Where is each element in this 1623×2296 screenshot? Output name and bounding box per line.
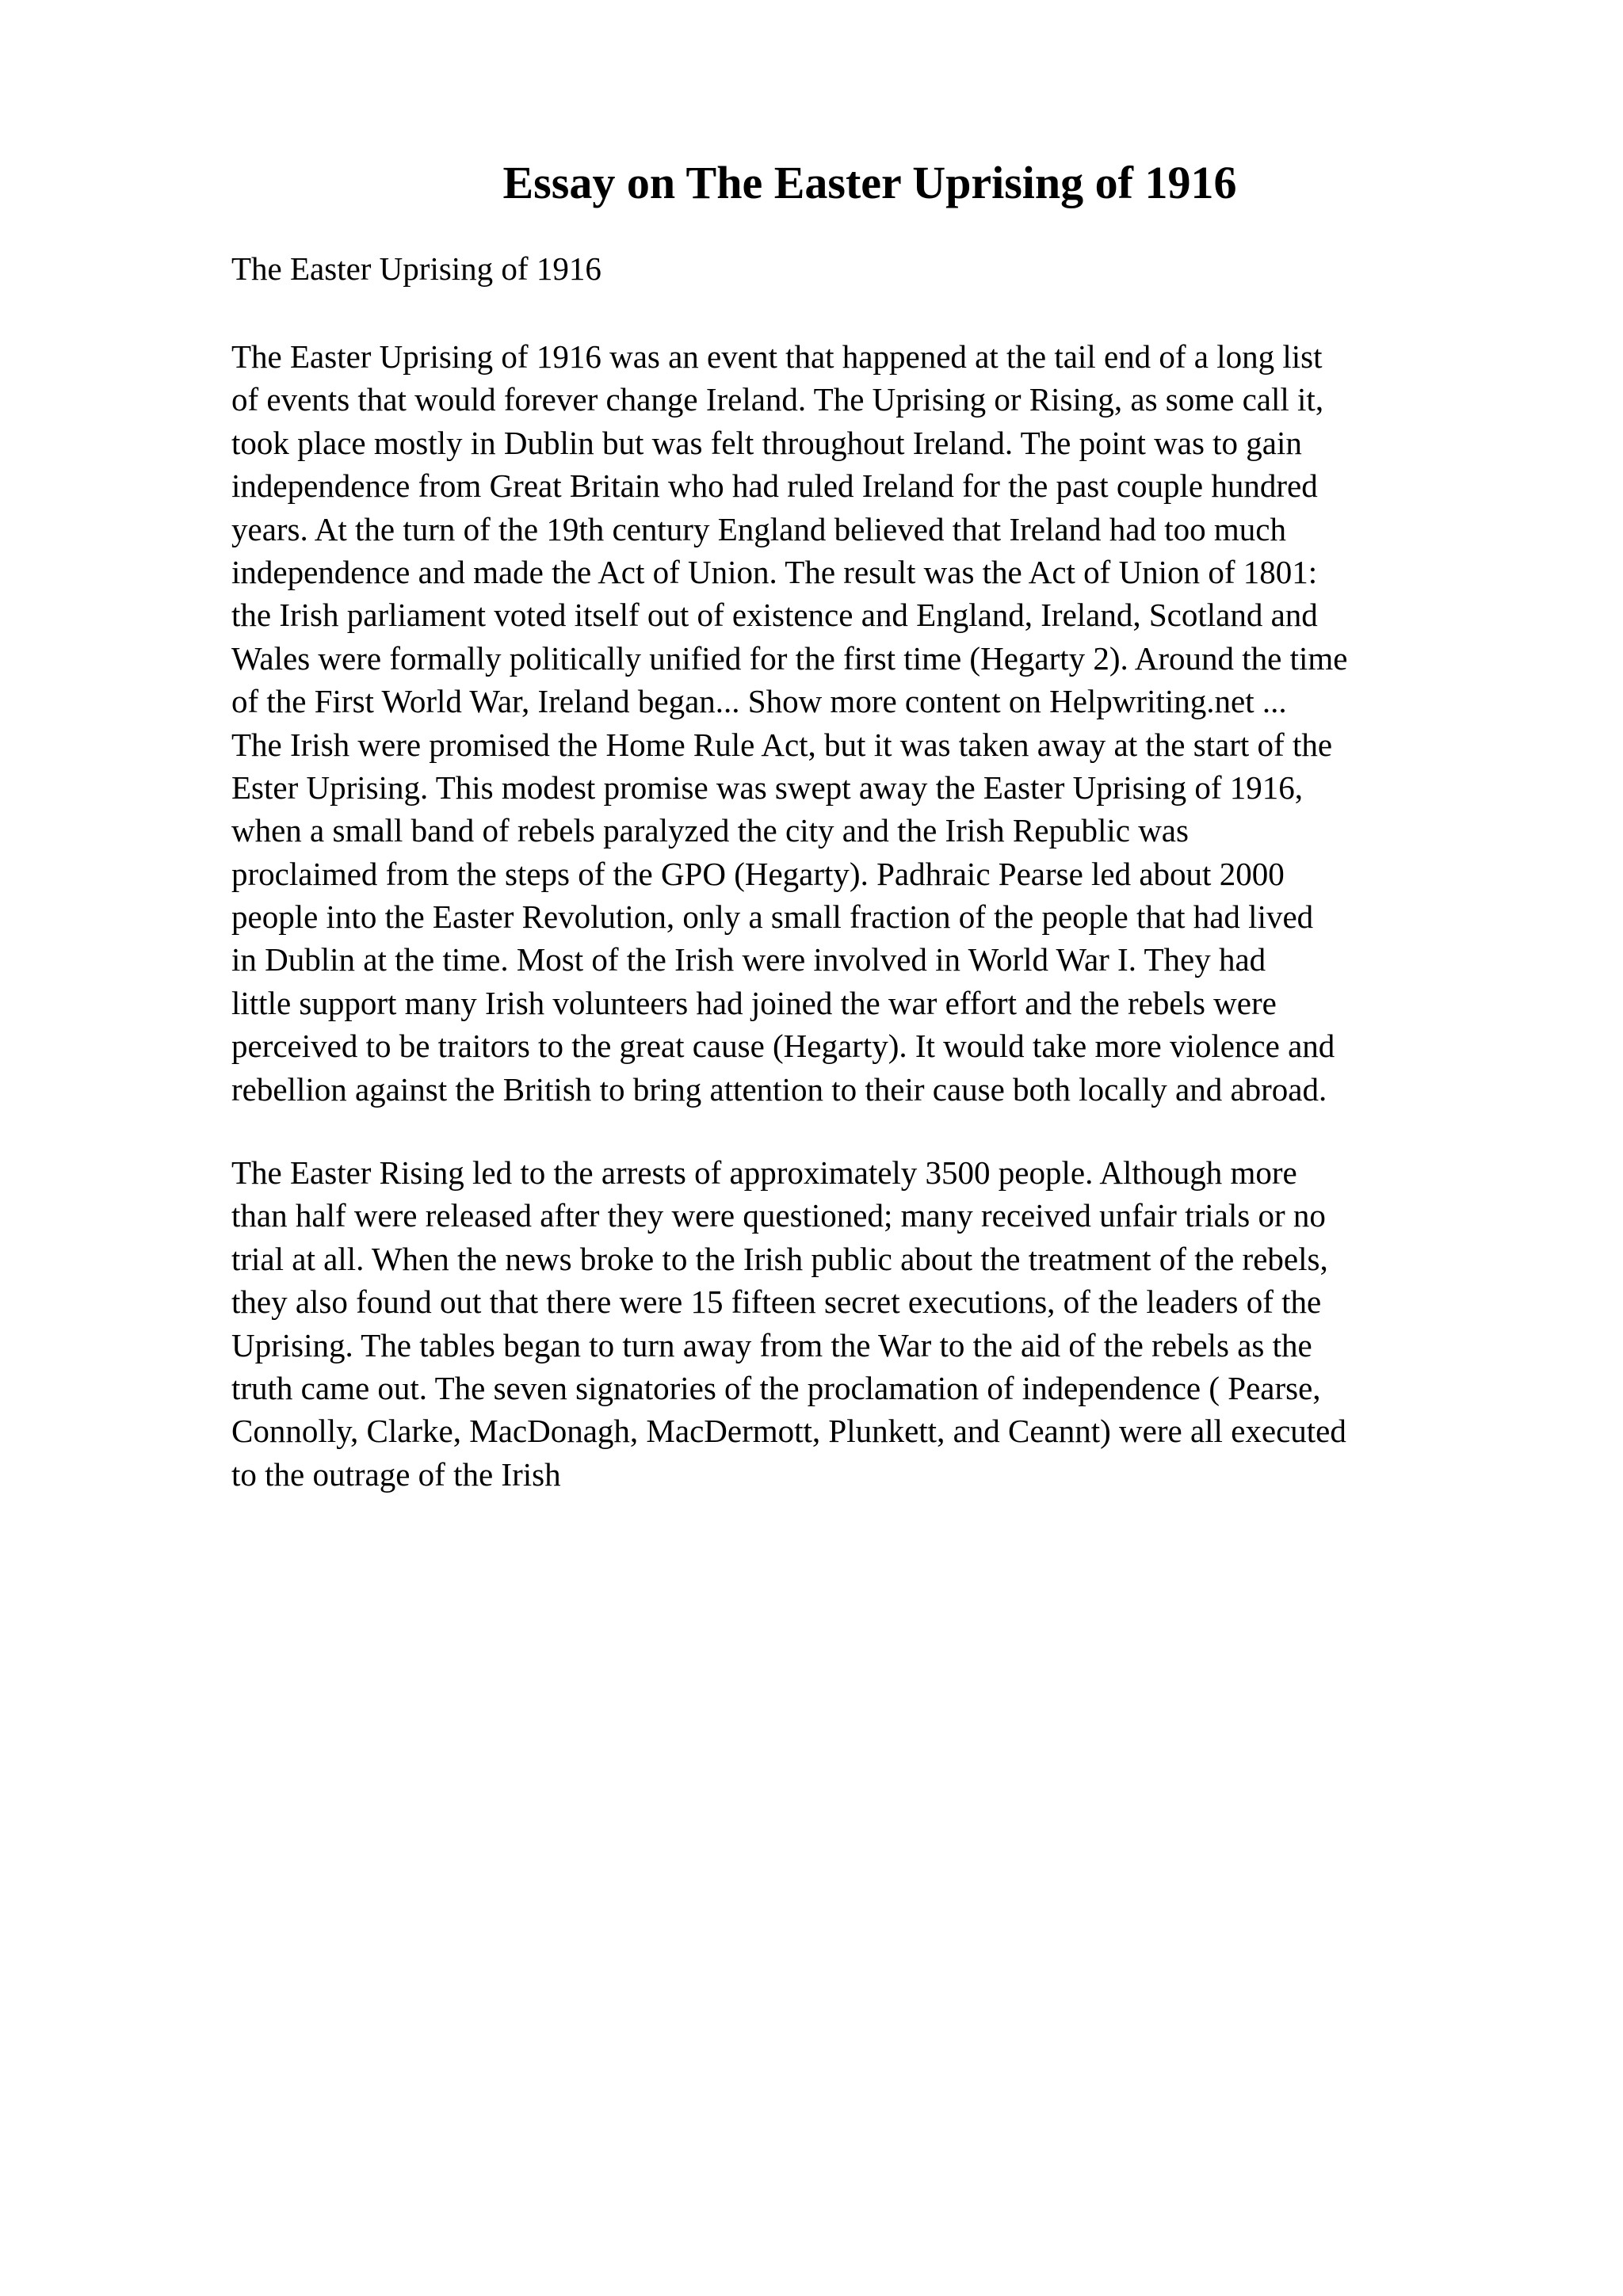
paragraph-line: The Irish were promised the Home Rule Act, but it was taken away at the start of the: [231, 726, 1333, 763]
paragraph-line: The Easter Rising led to the arrests of approximately 3500 people. Although more: [231, 1154, 1297, 1191]
paragraph-line: independence from Great Britain who had ruled Ireland for the past couple hundred: [231, 467, 1318, 505]
paragraph-line: trial at all. When the news broke to the Irish public about the treatment of the rebels,: [231, 1240, 1328, 1277]
paragraph-line: rebellion against the British to bring attention to their cause both locally and abroad.: [231, 1070, 1327, 1108]
paragraph-line: Uprising. The tables began to turn away from the War to the aid of the rebels as the: [231, 1326, 1312, 1363]
paragraph-line: took place mostly in Dublin but was felt throughout Ireland. The point was to gain: [231, 424, 1302, 461]
paragraph-line: Ester Uprising. This modest promise was swept away the Easter Uprising of 1916,: [231, 769, 1304, 806]
paragraph-line: truth came out. The seven signatories of the proclamation of independence ( Pearse,: [231, 1369, 1321, 1406]
paragraph-line: proclaimed from the steps of the GPO (Hegarty). Padhraic Pearse led about 2000: [231, 855, 1285, 892]
paragraph-line: The Easter Uprising of 1916 was an event that happened at the tail end of a long list: [231, 338, 1323, 375]
body-paragraph-1: [231, 335, 1515, 1111]
body-paragraph-2: [231, 1151, 1515, 1496]
paragraph-line: the Irish parliament voted itself out of existence and England, Ireland, Scotland and: [231, 597, 1318, 634]
paragraph-line: Connolly, Clarke, MacDonagh, MacDermott, Plunkett, and Ceannt) were all executed: [231, 1413, 1346, 1450]
paragraph-line: people into the Easter Revolution, only a small fraction of the people that had lived: [231, 898, 1314, 936]
paragraph-line: of the First World War, Ireland began... Show more content on Helpwriting.net ...: [231, 683, 1287, 720]
paragraph-line: perceived to be traitors to the great cause (Hegarty). It would take more violence and: [231, 1028, 1335, 1065]
paragraph-line: they also found out that there were 15 fifteen secret executions, of the leaders of the: [231, 1283, 1322, 1321]
document-title: Essay on The Easter Uprising of 1916: [502, 157, 1237, 208]
paragraph-line: little support many Irish volunteers had joined the war effort and the rebels were: [231, 984, 1277, 1021]
paragraph-line: of events that would forever change Ireland. The Uprising or Rising, as some call it,: [231, 381, 1324, 418]
paragraph-line: years. At the turn of the 19th century England believed that Ireland had too much: [231, 510, 1286, 547]
paragraph-line: in Dublin at the time. Most of the Irish were involved in World War I. They had: [231, 941, 1266, 978]
paragraph-line: when a small band of rebels paralyzed the city and the Irish Republic was: [231, 812, 1189, 849]
paragraph-line: Wales were formally politically unified for the first time (Hegarty 2). Around the time: [231, 639, 1348, 677]
document-subtitle: The Easter Uprising of 1916: [231, 250, 601, 287]
paragraph-line: independence and made the Act of Union. The result was the Act of Union of 1801:: [231, 553, 1318, 590]
paragraph-line: to the outrage of the Irish: [231, 1455, 561, 1493]
paragraph-line: than half were released after they were questioned; many received unfair trials or no: [231, 1197, 1326, 1234]
